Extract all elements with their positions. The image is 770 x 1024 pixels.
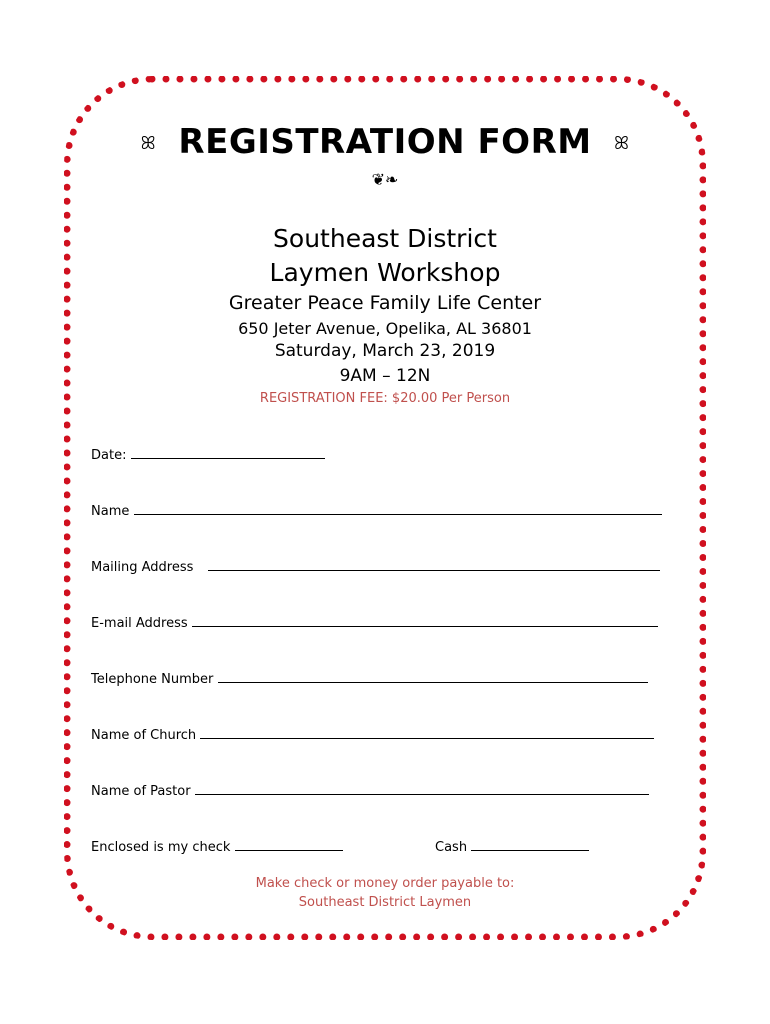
- date-label: Date:: [91, 448, 127, 463]
- left-flourish-icon: ꕤ: [140, 133, 157, 154]
- name-field[interactable]: [91, 502, 662, 519]
- pastor-field[interactable]: [91, 782, 649, 799]
- form-title-row: [0, 122, 770, 162]
- event-venue: Greater Peace Family Life Center: [228, 292, 542, 314]
- registration-fee: REGISTRATION FEE: $20.00 Per Person: [259, 391, 511, 406]
- ornament-icon: ❦❧: [371, 170, 399, 189]
- check-label: Enclosed is my check: [91, 840, 231, 855]
- form-title: REGISTRATION FORM: [178, 122, 592, 162]
- name-label: Name: [91, 504, 130, 519]
- pastor-label: Name of Pastor: [91, 784, 191, 799]
- right-flourish-icon: ꕤ: [613, 133, 630, 154]
- date-field[interactable]: [91, 446, 325, 463]
- payable-line1: Make check or money order payable to:: [255, 876, 515, 891]
- email-blank[interactable]: [192, 614, 658, 627]
- cash-blank[interactable]: [471, 838, 589, 851]
- mailing-address-field[interactable]: [91, 558, 660, 575]
- date-blank[interactable]: [131, 446, 325, 459]
- church-blank[interactable]: [200, 726, 654, 739]
- church-field[interactable]: [91, 726, 654, 743]
- event-date: Saturday, March 23, 2019: [274, 341, 496, 361]
- name-blank[interactable]: [134, 502, 662, 515]
- check-field[interactable]: [91, 838, 343, 855]
- email-label: E-mail Address: [91, 616, 188, 631]
- event-address: 650 Jeter Avenue, Opelika, AL 36801: [238, 319, 532, 338]
- check-blank[interactable]: [235, 838, 343, 851]
- event-title-line1: Southeast District: [273, 224, 497, 253]
- payable-line2: Southeast District Laymen: [298, 895, 472, 910]
- church-label: Name of Church: [91, 728, 197, 743]
- event-title-line2: Laymen Workshop: [269, 258, 501, 287]
- email-field[interactable]: [91, 614, 658, 631]
- mailing-address-blank[interactable]: [208, 558, 660, 571]
- mailing-address-label: Mailing Address: [91, 560, 194, 575]
- telephone-field[interactable]: [91, 670, 648, 687]
- cash-field[interactable]: [435, 838, 589, 855]
- telephone-blank[interactable]: [218, 670, 648, 683]
- telephone-label: Telephone Number: [91, 672, 214, 687]
- pastor-blank[interactable]: [195, 782, 649, 795]
- cash-label: Cash: [435, 840, 468, 855]
- event-time: 9AM – 12N: [339, 366, 431, 386]
